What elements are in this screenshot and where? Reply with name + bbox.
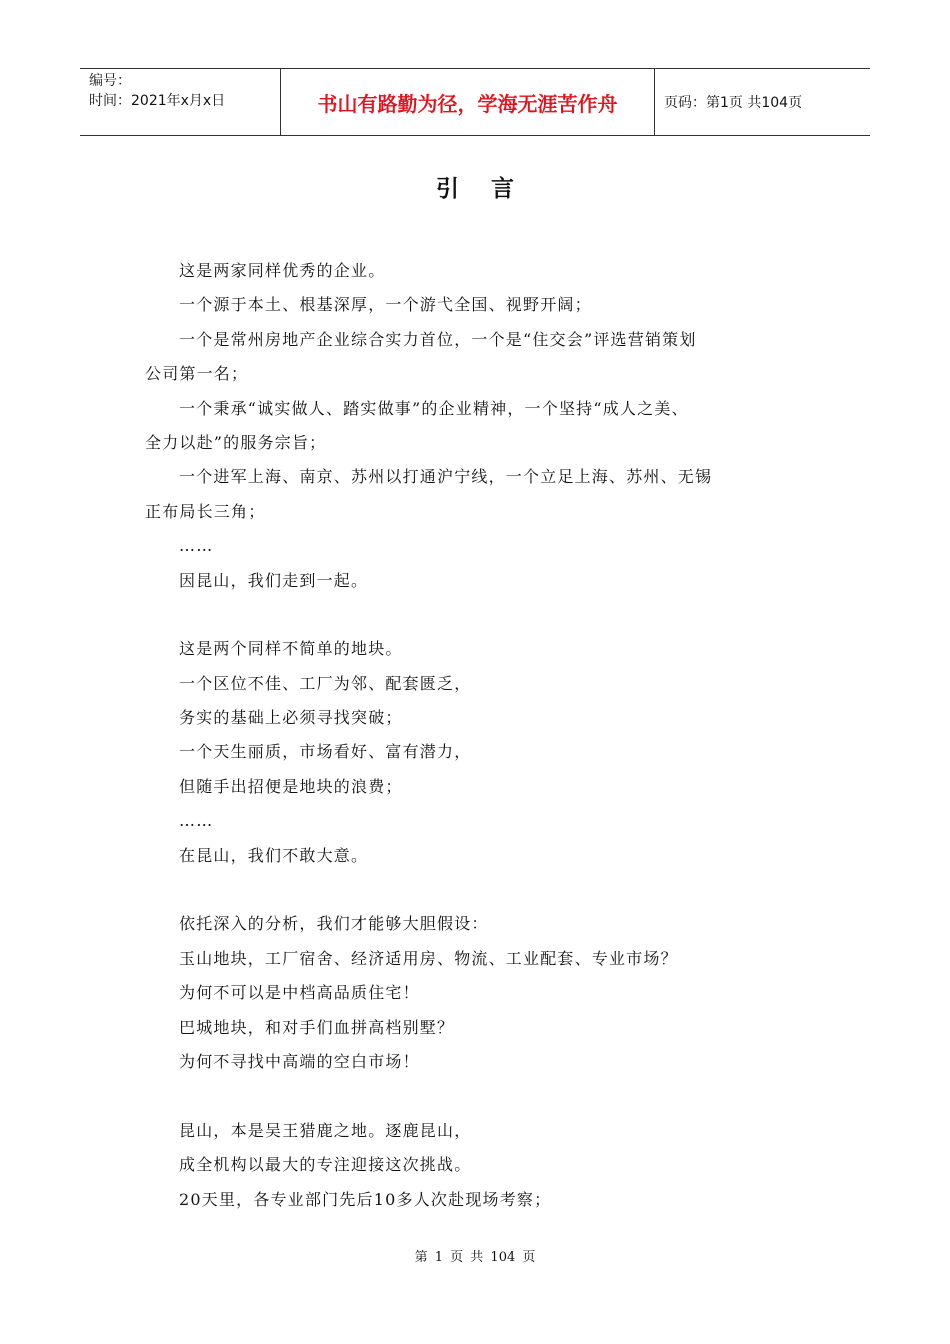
- doc-time-label: 时间：2021年x月x日: [89, 93, 226, 109]
- paragraph-line: 在昆山，我们不敢大意。: [179, 845, 369, 865]
- paragraph-line: 正布局长三角；: [145, 501, 266, 521]
- paragraph-line: 昆山，本是吴王猎鹿之地。逐鹿昆山，: [179, 1120, 472, 1140]
- paragraph-line: 公司第一名；: [145, 364, 249, 384]
- paragraph-line: 成全机构以最大的专注迎接这次挑战。: [179, 1155, 472, 1175]
- paragraph-line: 依托深入的分析，我们才能够大胆假设：: [179, 914, 489, 934]
- header-page-code: 页码：第1页 共104页: [664, 95, 803, 111]
- header-meta: [80, 69, 281, 135]
- paragraph-line: 一个秉承“诚实做人、踏实做事”的企业精神，一个坚持“成人之美、: [179, 398, 689, 418]
- paragraph-line: 玉山地块，工厂宿舍、经济适用房、物流、工业配套、专业市场？: [179, 948, 678, 968]
- paragraph-gap: [145, 1079, 810, 1113]
- paragraph-line: 但随手出招便是地块的浪费；: [179, 776, 403, 796]
- paragraph-line: 一个区位不佳、工厂为邻、配套匮乏，: [179, 673, 472, 693]
- paragraph-line: 一个天生丽质，市场看好、富有潜力，: [179, 742, 472, 762]
- paragraph-line: 务实的基础上必须寻找突破；: [179, 708, 403, 728]
- paragraph-gap: [145, 598, 810, 632]
- doc-number-label: 编号：: [89, 73, 131, 89]
- paragraph-line: 为何不可以是中档高品质住宅！: [179, 983, 420, 1003]
- ellipsis-line: ……: [179, 811, 214, 831]
- header-motto: 书山有路勤为径，学海无涯苦作舟: [281, 69, 655, 135]
- paragraph-line: 全力以赴”的服务宗旨；: [145, 432, 327, 452]
- paragraph-line: 这是两个同样不简单的地块。: [179, 639, 403, 659]
- page-footer: 第 1 页 共 104 页: [414, 1250, 536, 1265]
- paragraph-line: 这是两家同样优秀的企业。: [179, 261, 386, 280]
- paragraph-line: 为何不寻找中高端的空白市场！: [179, 1051, 420, 1071]
- paragraph-line: 一个源于本土、根基深厚，一个游弋全国、视野开阔；: [179, 295, 592, 315]
- paragraph-line: 一个进军上海、南京、苏州以打通沪宁线，一个立足上海、苏州、无锡: [179, 467, 713, 487]
- paragraph-line: 因昆山，我们走到一起。: [179, 570, 369, 590]
- page-header: [80, 68, 870, 136]
- paragraph-line: 20天里，各专业部门先后10多人次赴现场考察；: [179, 1189, 552, 1209]
- paragraph-line: 巴城地块，和对手们血拼高档别墅？: [179, 1017, 455, 1037]
- document-body: [145, 254, 810, 1217]
- page-title: 引 言: [435, 176, 526, 202]
- paragraph-gap: [145, 873, 810, 907]
- ellipsis-line: ……: [179, 536, 214, 556]
- paragraph-line: 一个是常州房地产企业综合实力首位，一个是“住交会”评选营销策划: [179, 329, 697, 349]
